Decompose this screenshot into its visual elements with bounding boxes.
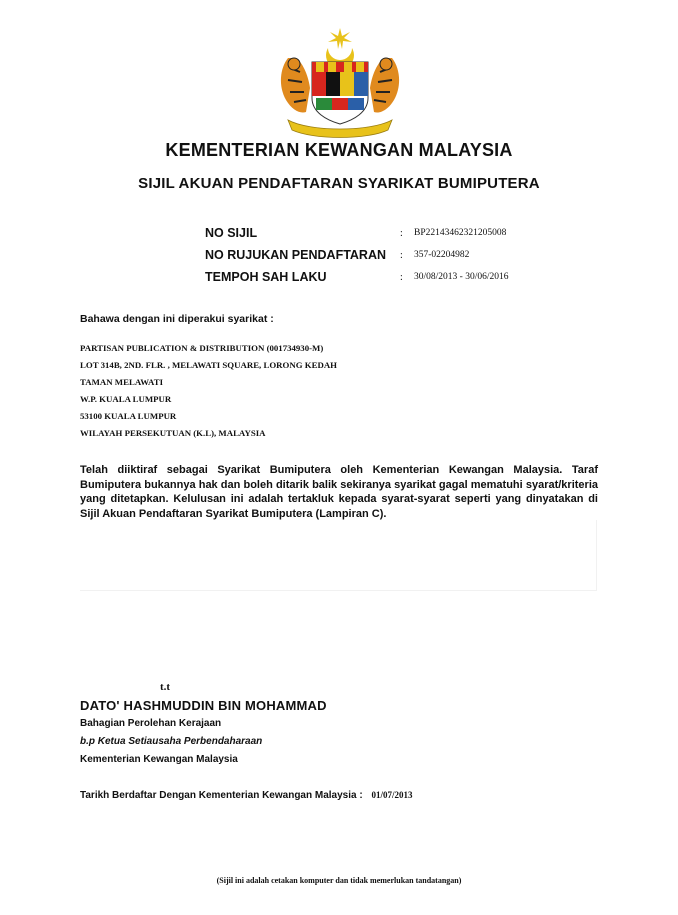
certificate-details	[205, 222, 508, 288]
statement-frame	[80, 520, 597, 591]
address-line: LOT 314B, 2ND. FLR. , MELAWATI SQUARE, LORONG KEDAH	[80, 360, 338, 370]
address-line: WILAYAH PERSEKUTUAN (K.L), MALAYSIA	[80, 428, 266, 438]
signatory-ministry: Kementerian Kewangan Malaysia	[80, 754, 238, 765]
detail-row-validity	[205, 266, 508, 288]
address-line: TAMAN MELAWATI	[80, 377, 164, 387]
detail-label: NO RUJUKAN PENDAFTARAN	[205, 248, 387, 262]
statement-paragraph: Telah diiktiraf sebagai Syarikat Bumiputera oleh Kementerian Kewangan Malaysia. Taraf Bumiputera bukannya hak dan boleh ditarik balik sekiranya syarikat gagal mematuhi syarat/kriteria yang ditetapkan. Kelulusan ini adalah tertakluk kepada syarat-syarat seperti yang dinyatakan di Sijil Akuan Pendaftaran Syarikat Bumiputera (Lampiran C).	[80, 464, 598, 520]
detail-colon: :	[400, 227, 403, 239]
registration-date: 01/07/2013	[371, 790, 413, 800]
detail-label: TEMPOH SAH LAKU	[205, 270, 327, 284]
ministry-title: KEMENTERIAN KEWANGAN MALAYSIA	[165, 140, 513, 160]
detail-row-reference-no	[205, 244, 508, 266]
detail-row-certificate-no	[205, 222, 508, 244]
detail-value: 357-02204982	[414, 250, 470, 260]
detail-colon: :	[400, 249, 403, 261]
detail-value: BP2214346232120500​8	[414, 228, 507, 238]
detail-label: NO SIJIL	[205, 226, 258, 240]
signature-tt: t.t	[160, 681, 171, 693]
address-line: 53100 KUALA LUMPUR	[80, 411, 177, 421]
signatory-name: DATO' HASHMUDDIN BIN MOHAMMAD	[80, 698, 327, 713]
signatory-department: Bahagian Perolehan Kerajaan	[80, 718, 222, 729]
address-line: PARTISAN PUBLICATION & DISTRIBUTION (001734930-M)	[80, 343, 324, 353]
company-address	[80, 340, 337, 442]
registration-date-line	[80, 790, 412, 801]
signatory-position: b.p Ketua Setiausaha Perbendaharaan	[80, 736, 263, 747]
registration-label: Tarikh Berdaftar Dengan Kementerian Kewangan Malaysia :	[80, 790, 363, 801]
intro-text: Bahawa dengan ini diperakui syarikat :	[80, 313, 274, 325]
detail-value: 30/08/2013 - 30/06/2016	[414, 272, 509, 282]
coat-of-arms-emblem	[270, 28, 410, 138]
detail-colon: :	[400, 271, 403, 283]
footer-note: (Sijil ini adalah cetakan komputer dan tidak memerlukan tandatangan)	[216, 876, 462, 885]
address-line: W.P. KUALA LUMPUR	[80, 394, 172, 404]
certificate-title: SIJIL AKUAN PENDAFTARAN SYARIKAT BUMIPUTERA	[138, 175, 540, 192]
